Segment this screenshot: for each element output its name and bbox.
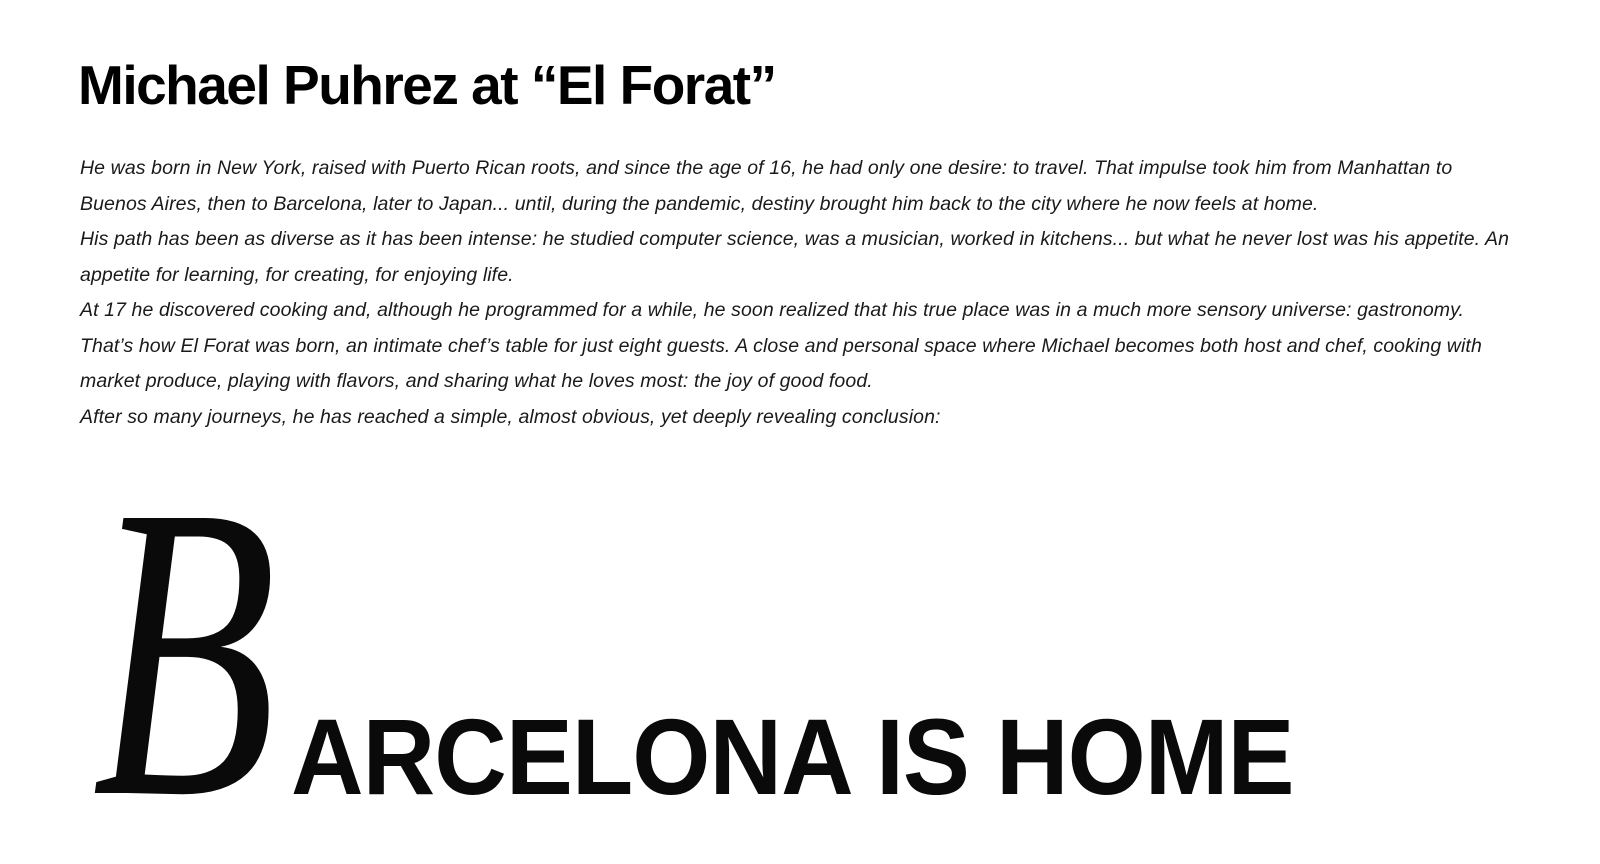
article-paragraph: At 17 he discovered cooking and, although he programmed for a while, he soon realized that his true place was in a much more sensory universe: gastronomy. — [80, 299, 1465, 321]
article-paragraph: That’s how El Forat was born, an intimate chef’s table for just eight guests. A close and personal space where Michael becomes both host and chef, cooking with market produce, playing with flavors, and sharing what he loves most: the joy of good food. — [80, 334, 1482, 392]
page-title: Michael Puhrez at “El Forat” — [78, 54, 776, 116]
article-paragraph: He was born in New York, raised with Puerto Rican roots, and since the age of 16, he had only one desire: to travel. That impulse took him from Manhattan to Buenos Aires, then to Barcelona, later to Japan... until, during the pandemic, destiny brought him back to the city where he now feels at home. — [80, 157, 1453, 215]
article-paragraph: After so many journeys, he has reached a simple, almost obvious, yet deeply revealing conclusion: — [80, 405, 941, 428]
article-body — [80, 151, 1520, 435]
article-paragraph: His path has been as diverse as it has been intense: he studied computer science, was a musician, worked in kitchens... but what he never lost was his appetite. An appetite for learning, for creating, for enjoying life. — [80, 228, 1510, 286]
hero-dropcap-letter: B — [92, 419, 277, 864]
hero-caps-text: ARCELONA IS HOME — [291, 696, 1294, 817]
